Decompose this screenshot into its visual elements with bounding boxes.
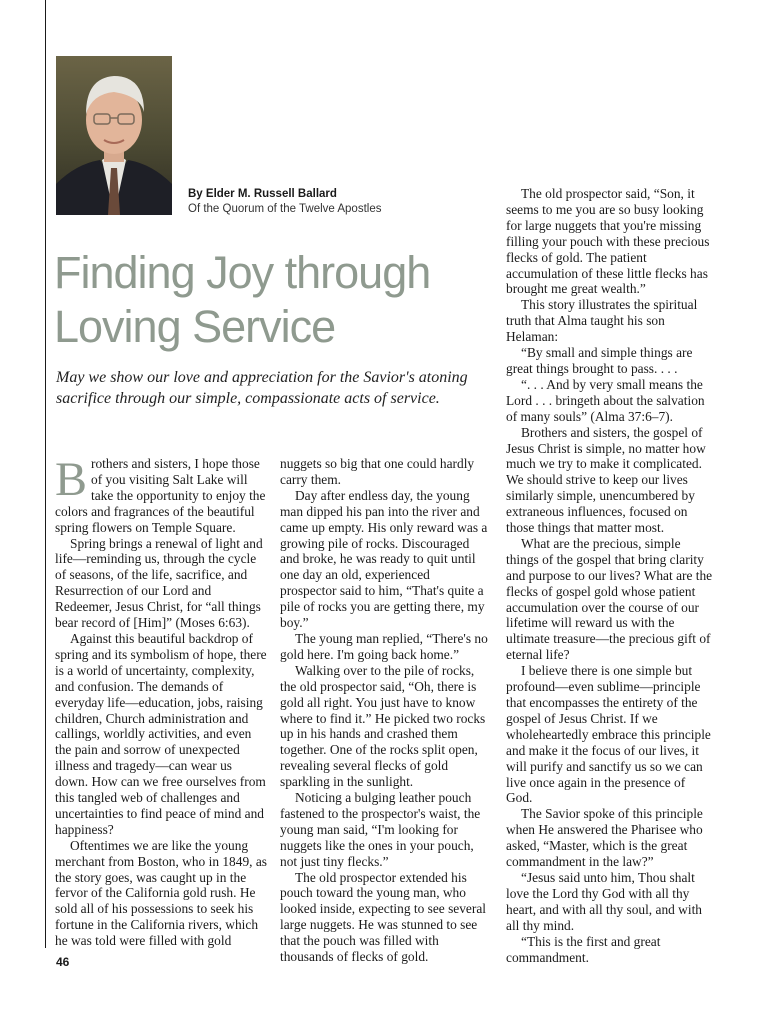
paragraph: Oftentimes we are like the young merchant from Boston, who in 1849, as the story goes, was caught up in the fervor of the California gold rush. He sold all of his possessions to seek his fortune in the California rivers, which he was told were filled with gold: [55, 837, 267, 949]
title-line-2: Loving Service: [54, 301, 336, 352]
paragraph: Walking over to the pile of rocks, the old prospector said, “Oh, there is gold all right. You just have to know where to find it.” He picked two rocks up in his hands and crashed them together. One of the rocks split open, revealing several flecks of gold sparkling in the sunlight.: [280, 662, 486, 790]
paragraph: “Jesus said unto him, Thou shalt love the Lord thy God with all thy heart, and with all thy soul, and with all thy mind.: [506, 869, 702, 933]
text-column-2: [280, 456, 488, 965]
paragraph: Against this beautiful backdrop of spring and its symbolism of hope, there is a world of uncertainty, complexity, and confusion. The demands of everyday life—education, jobs, raising children, Church administration and callings, worldly activities, and even the pain and sorrow of unexpected illness and tragedy—can wear us down. How can we free ourselves from this tangled web of challenges and uncertainties to find peace of mind and happiness?: [55, 630, 267, 837]
text-column-3: [506, 186, 714, 965]
text-column-1: [55, 453, 267, 949]
paragraph: nuggets so big that one could hardly carry them.: [280, 456, 475, 487]
author-name: By Elder M. Russell Ballard: [188, 188, 337, 200]
author-portrait: [56, 56, 172, 215]
paragraph: This story illustrates the spiritual truth that Alma taught his son Helaman:: [506, 297, 698, 345]
paragraph: The young man replied, “There's no gold here. I'm going back home.”: [280, 630, 488, 662]
article-subtitle: May we show our love and appreciation for the Savior's atoning sacrifice through our simple, compassionate acts of service.: [56, 369, 468, 407]
page-number: 46: [56, 955, 70, 969]
paragraph: Brothers and sisters, the gospel of Jesus Christ is simple, no matter how much we try to make it complicated. We should strive to keep our lives similarly simple, unencumbered by extraneous influences, focused on those things that matter most.: [506, 424, 706, 536]
article-title: [54, 246, 474, 354]
paragraph: “This is the first and great commandment.: [506, 933, 661, 965]
paragraph: Noticing a bulging leather pouch fastened to the prospector's waist, the young man said, “I'm looking for nuggets like the ones in your pouch, not just tiny flecks.”: [280, 790, 481, 869]
title-line-1: Finding Joy through: [54, 247, 431, 298]
byline: [188, 187, 381, 217]
margin-rule: [45, 0, 46, 948]
paragraph: The old prospector said, “Son, it seems to me you are so busy looking for large nuggets that you're missing filling your pouch with these precious flecks of gold. The patient accumulation of these little flecks has brought me great wealth.”: [506, 186, 710, 297]
paragraph: Spring brings a renewal of light and life—reminding us, through the cycle of seasons, of the life, sacrifice, and Resurrection of our Lord and Redeemer, Jesus Christ, for “all things bear record of [Him]” (Moses 6:63).: [55, 535, 263, 631]
paragraph: “By small and simple things are great things brought to pass. . . .: [506, 345, 693, 376]
paragraph: What are the precious, simple things of the gospel that bring clarity and purpose to our lives? What are the flecks of gospel gold whose patient accumulation over the course of our lifetime will reward us with the ultimate treasure—the precious gift of eternal life?: [506, 535, 713, 663]
paragraph: Day after endless day, the young man dipped his pan into the river and came up empty. His only reward was a growing pile of rocks. Discouraged and broke, he was ready to quit until one day an old, experienced prospector said to him, “That's quite a pile of rocks you are getting there, my boy.”: [280, 487, 488, 631]
paragraph: Brothers and sisters, I hope those of you visiting Salt Lake will take the opportunity to enjoy the colors and fragrances of the beautiful spring flowers on Temple Square.: [55, 453, 266, 535]
paragraph: The old prospector extended his pouch toward the young man, who looked inside, expecting to see several large nuggets. He was stunned to see that the pouch was filled with thousands of flecks of gold.: [280, 869, 486, 965]
paragraph: “. . . And by very small means the Lord . . . bringeth about the salvation of many souls” (Alma 37:6–7).: [506, 376, 705, 424]
paragraph: The Savior spoke of this principle when He answered the Pharisee who asked, “Master, which is the great commandment in the law?”: [506, 806, 703, 870]
paragraph: I believe there is one simple but profound—even sublime—principle that encompasses the entirety of the gospel of Jesus Christ. If we wholeheartedly embrace this principle and make it the focus of our lives, it will purify and sanctify us so we can live once again in the presence of God.: [506, 663, 711, 806]
author-role: Of the Quorum of the Twelve Apostles: [188, 203, 382, 215]
drop-cap: B: [55, 453, 88, 506]
